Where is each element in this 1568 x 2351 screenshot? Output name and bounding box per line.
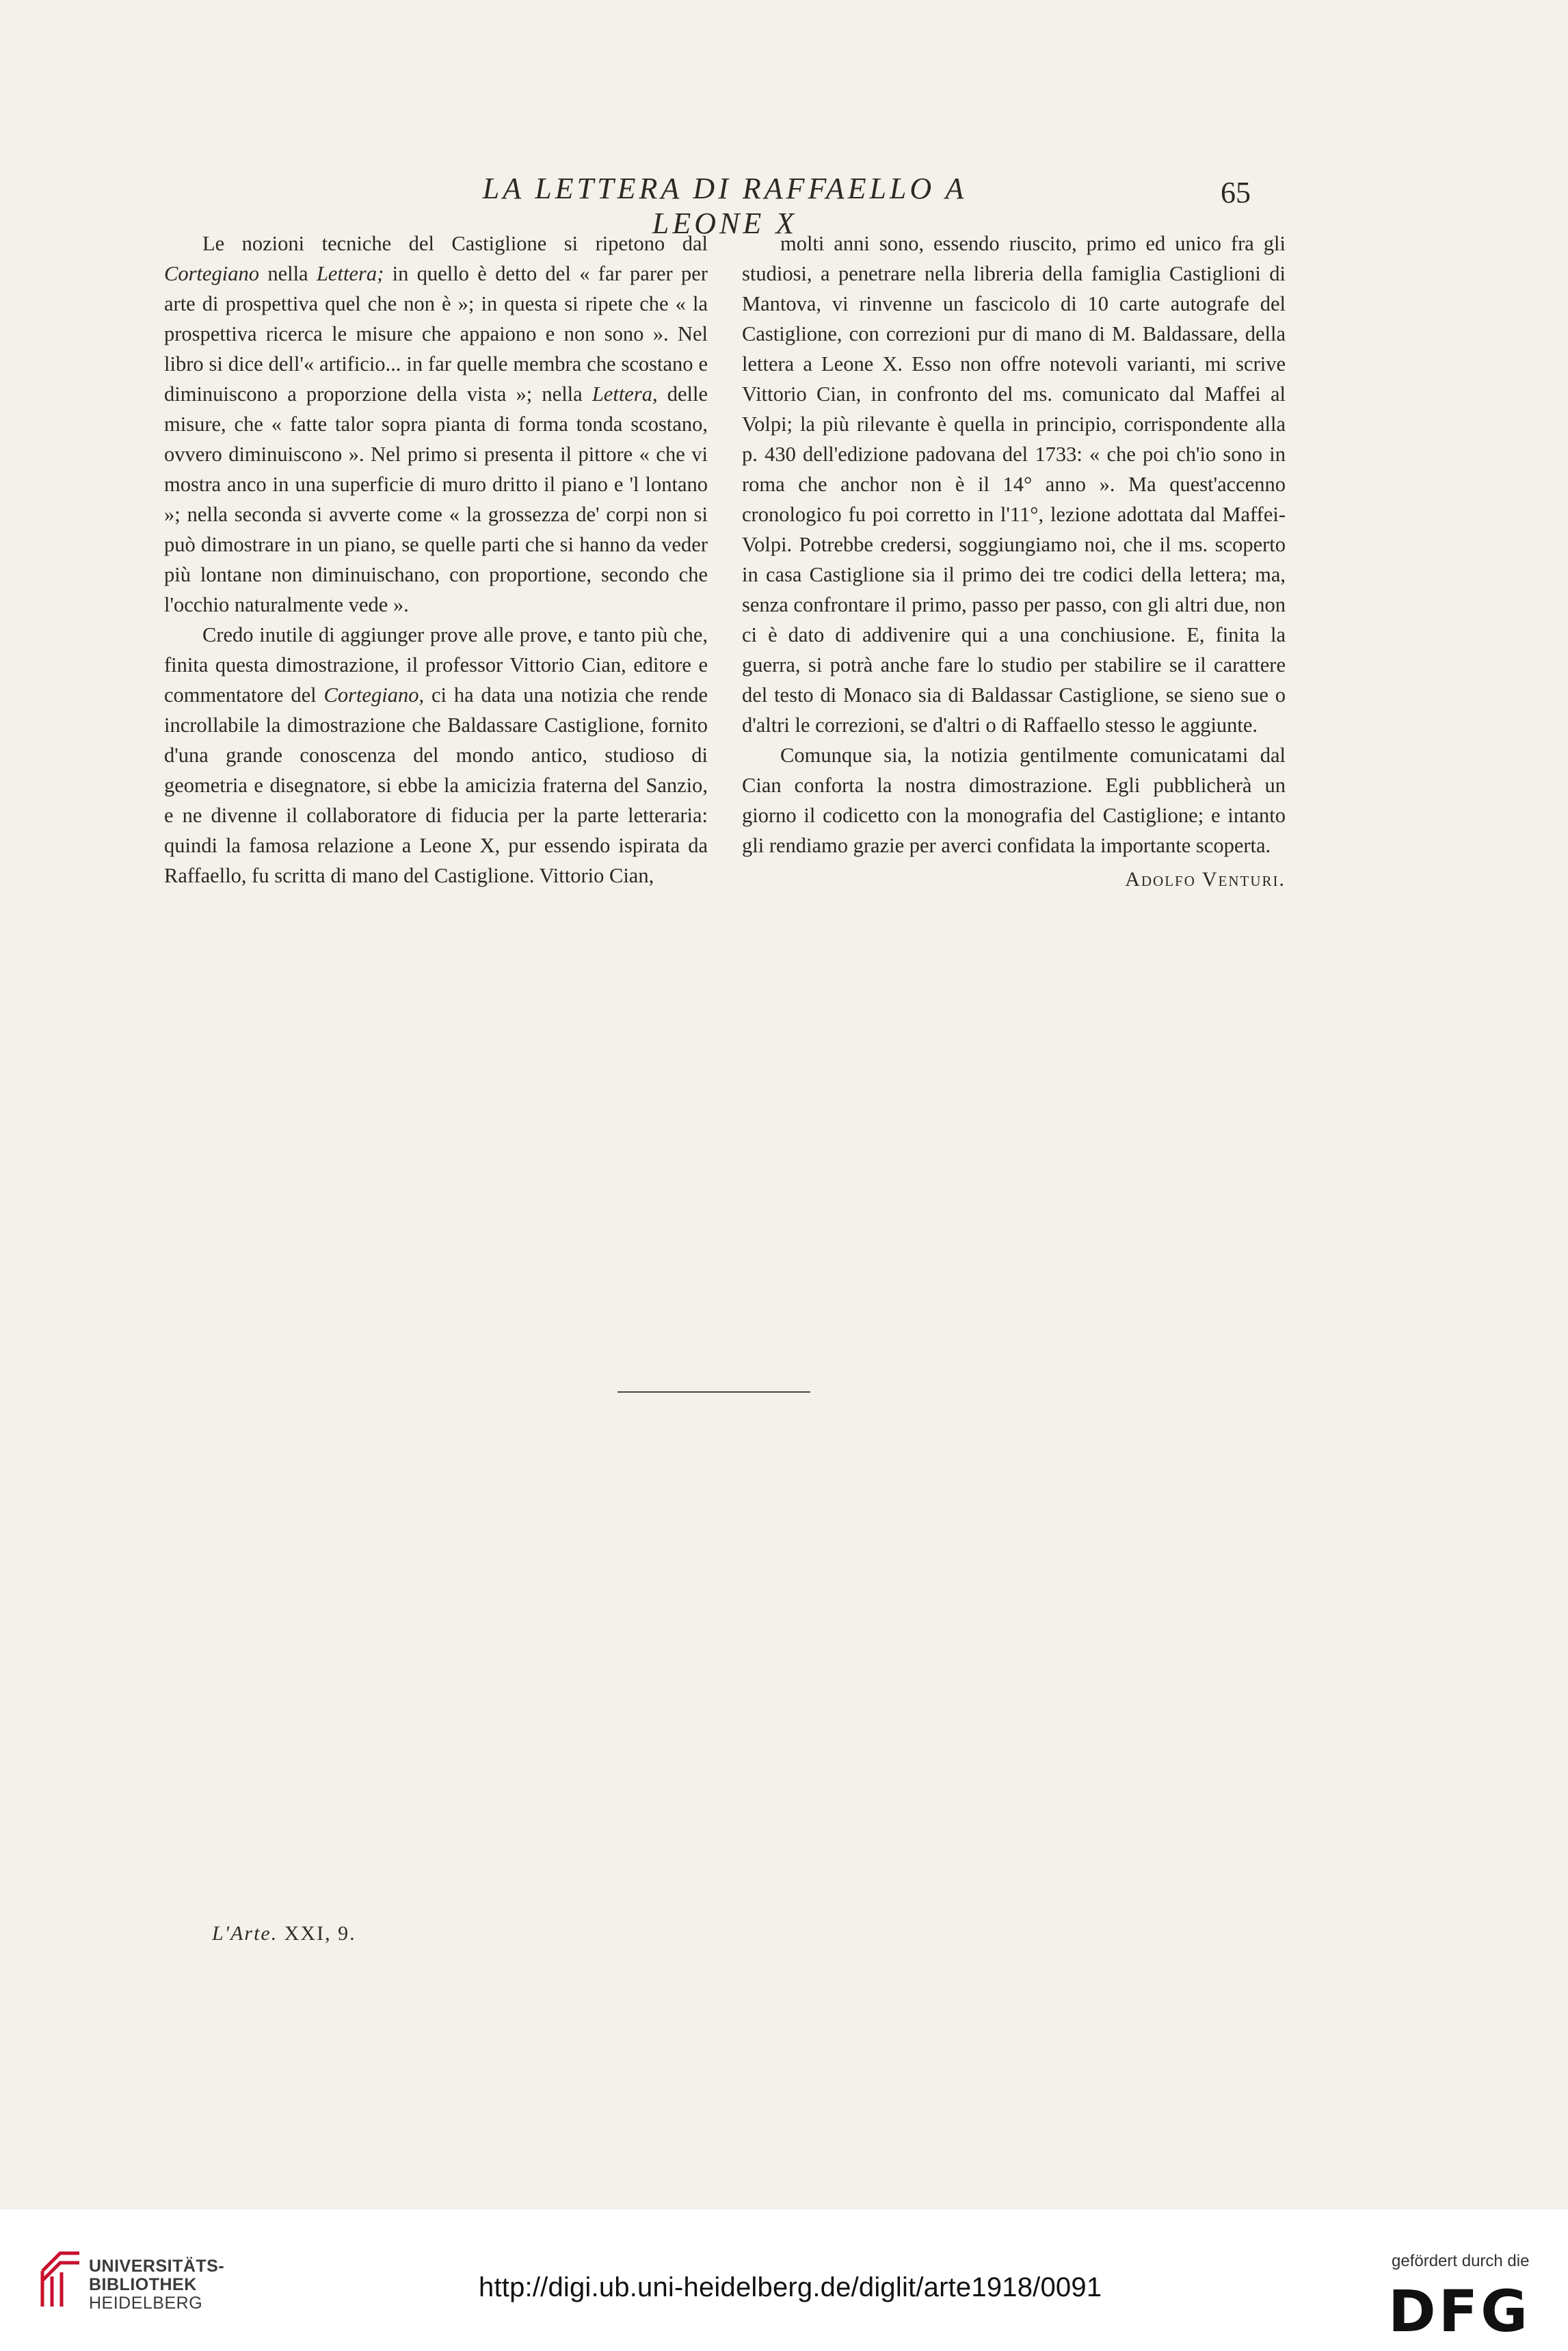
text-run: Credo inutile di aggiunger prove alle prove, e tanto più che, finita questa dimostrazione, il professor Vittorio Cian, editore e commentatore del xyxy=(164,623,708,707)
section-divider xyxy=(617,1391,810,1393)
text-run: nella xyxy=(258,262,317,285)
text-run: delle misure, che « fatte talor sopra pianta di forma tonda scostano, ovvero diminuiscono ». Nel primo si presenta il pittore « che vi mostra anco in una superficie di muro dritto il piano e 'l lontano »; nella seconda si avverte come « la grossezza de' corpi non si può dimostrare in un piano, se quelle parti che si hanno da veder più lontane non diminuischano, con proportione, secondo che l'occhio naturalmente vede ». xyxy=(164,382,708,616)
dfg-logo[interactable]: DFG xyxy=(1388,2278,1531,2345)
funder-note: gefördert durch die xyxy=(1392,2252,1530,2270)
library-name xyxy=(89,2257,224,2313)
page-number: 65 xyxy=(1221,176,1251,209)
library-logo-icon[interactable] xyxy=(40,2250,82,2313)
journal-title: L'Arte. xyxy=(212,1922,278,1945)
text-run: molti anni sono, essendo riuscito, primo ed unico fra gli studiosi, a penetrare nella libreria della famiglia Castiglioni di Mantova, vi rinvenne un fascicolo di 10 carte autografe del Castiglione, con correzioni pur di mano di M. Baldassare, della lettera a Leone X. Esso non offre notevoli varianti, mi scrive Vittorio Cian, in confronto del ms. comunicato dal Maffei al Volpi; la più rilevante è quella in principio, corrispondente alla p. 430 dell'edizione padovana del 1733: « che poi ch'io sono in roma che anchor non è il 14° anno ». Ma quest'accenno cronologico fu poi corretto in l'11°, lezione adottata dal Maffei-Volpi. Potrebbe credersi, soggiungiamo noi, che il ms. scoperto in casa Castiglione sia il primo dei tre codici della lettera; ma, senza confrontare il primo, passo per passo, con gli altri due, non ci è dato di addivenire qui a una conchiusione. E, finita la guerra, si potrà anche fare lo studio per stabilire se il carattere del testo di Monaco sia di Baldassar Castiglione, se sieno sue o d'altri le correzioni, se d'altri o di Raffaello stesso le aggiunte. xyxy=(742,232,1286,737)
digitization-banner xyxy=(0,2209,1568,2351)
right-column xyxy=(742,228,1286,895)
italic-run: Cortegiano xyxy=(164,262,259,285)
left-column xyxy=(164,228,708,891)
text-run: in quello è detto del « far parer per arte di prospettiva quel che non è »; in questa si ripete che « la prospettiva ricerca le misure che appaiono e non sono ». Nel libro si dice dell'« artificio... in far quelle membra che scostano e diminuiscono a proporzione della vista »; nella xyxy=(164,262,708,406)
library-line-2: BIBLIOTHEK xyxy=(89,2275,197,2294)
text-run: ci ha data una notizia che rende incrollabile la dimostrazione che Baldassare Castiglione, fornito d'una grande conoscenza del mondo antico, studioso di geometria e disegnatore, si ebbe la amicizia fraterna del Sanzio, e ne divenne il collaboratore di fiducia per la parte letteraria: quindi la famosa relazione a Leone X, pur essendo ispirata da Raffaello, fu scritta di mano del Castiglione. Vittorio Cian, xyxy=(164,683,708,887)
running-title: LA LETTERA DI RAFFAELLO A LEONE X xyxy=(482,172,968,240)
text-run: Le nozioni tecniche del Castiglione si ripetono dal xyxy=(202,232,708,255)
italic-run: Lettera; xyxy=(316,262,384,285)
paragraph xyxy=(742,740,1286,861)
paragraph xyxy=(742,228,1286,740)
library-line-3: HEIDELBERG xyxy=(89,2294,203,2313)
author-signature: Adolfo Venturi. xyxy=(1125,868,1286,891)
library-line-1: UNIVERSITÄTS- xyxy=(89,2257,225,2276)
italic-run: Cortegiano, xyxy=(323,683,425,707)
italic-run: Lettera, xyxy=(592,382,658,406)
right-column-body xyxy=(742,228,1286,861)
journal-footer xyxy=(212,1922,356,1945)
paragraph xyxy=(164,620,708,891)
journal-volume: XXI, 9. xyxy=(278,1922,356,1945)
paragraph xyxy=(164,228,708,620)
text-run: Comunque sia, la notizia gentilmente comunicatami dal Cian conforta la nostra dimostrazione. Egli pubblicherà un giorno il codicetto con la monografia del Castiglione; e intanto gli rendiamo grazie per averci confidata la importante scoperta. xyxy=(742,744,1286,857)
permalink[interactable]: http://digi.ub.uni-heidelberg.de/diglit/arte1918/0091 xyxy=(479,2272,1102,2302)
